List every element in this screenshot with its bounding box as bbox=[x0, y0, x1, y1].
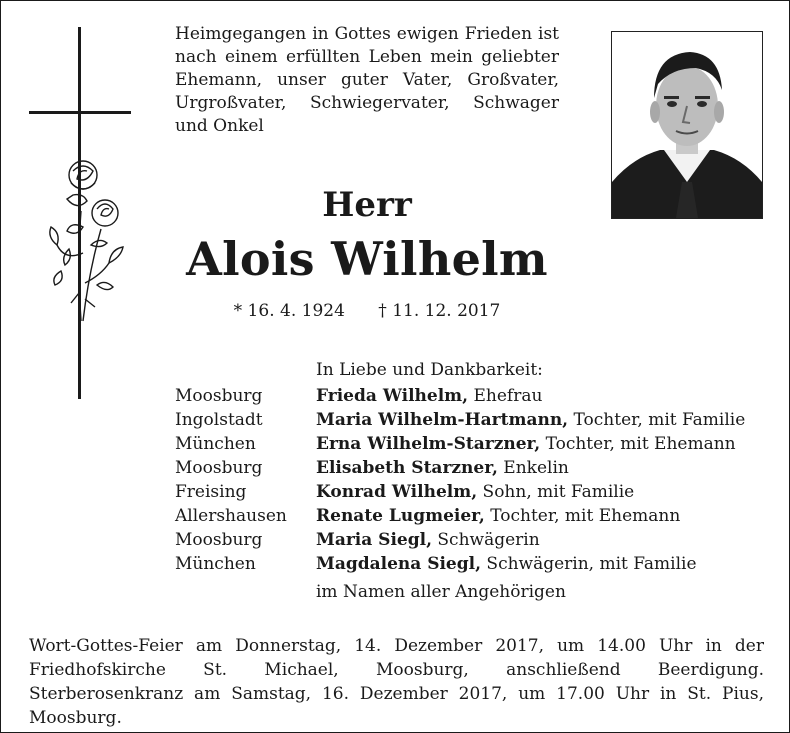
mourner-row bbox=[175, 504, 775, 528]
death-date: † 11. 12. 2017 bbox=[378, 301, 501, 321]
closing-line: im Namen aller Angehörigen bbox=[316, 582, 566, 602]
mourner-name: Renate Lugmeier, bbox=[316, 506, 485, 526]
intro-text: Heimgegangen in Gottes ewigen Frieden ist nach einem erfüllten Leben mein geliebter Ehemann, unser guter Vater, Großvater, Urgroßvater, Schwiegervater, Schwager und Onkel bbox=[175, 24, 559, 136]
mourner-place: Moosburg bbox=[175, 386, 263, 406]
mourner-name: Maria Wilhelm-Hartmann, bbox=[316, 410, 569, 430]
mourner-row bbox=[175, 408, 775, 432]
mourner-name: Konrad Wilhelm, bbox=[316, 482, 478, 502]
mourner-place: Moosburg bbox=[175, 530, 263, 550]
salutation: Herr bbox=[322, 185, 412, 225]
mourner-relation: Sohn, mit Familie bbox=[482, 482, 635, 502]
mourner-row bbox=[175, 480, 775, 504]
deceased-name: Alois Wilhelm bbox=[186, 232, 548, 286]
mourner-place: München bbox=[175, 434, 256, 454]
mourner-place: Freising bbox=[175, 482, 247, 502]
portrait-photo bbox=[611, 31, 763, 219]
mourner-row bbox=[175, 456, 775, 480]
roses-icon bbox=[43, 153, 131, 325]
mourners-list bbox=[175, 384, 775, 576]
mourner-row bbox=[175, 528, 775, 552]
mourner-relation: Ehefrau bbox=[473, 386, 543, 406]
mourner-name: Erna Wilhelm-Starzner, bbox=[316, 434, 541, 454]
mourner-relation: Tochter, mit Ehemann bbox=[545, 434, 736, 454]
mourner-name: Maria Siegl, bbox=[316, 530, 432, 550]
thanks-line: In Liebe und Dankbarkeit: bbox=[316, 360, 543, 380]
mourner-name: Frieda Wilhelm, bbox=[316, 386, 469, 406]
birth-date: * 16. 4. 1924 bbox=[233, 301, 345, 321]
mourner-relation: Enkelin bbox=[503, 458, 569, 478]
mourner-place: Ingolstadt bbox=[175, 410, 263, 430]
mourner-row bbox=[175, 552, 775, 576]
mourner-relation: Tochter, mit Familie bbox=[573, 410, 746, 430]
mourner-name: Magdalena Siegl, bbox=[316, 554, 482, 574]
life-dates bbox=[175, 299, 559, 323]
mourner-place: Moosburg bbox=[175, 458, 263, 478]
mourner-name: Elisabeth Starzner, bbox=[316, 458, 498, 478]
mourner-relation: Tochter, mit Ehemann bbox=[490, 506, 681, 526]
mourner-relation: Schwägerin bbox=[437, 530, 540, 550]
mourner-row bbox=[175, 384, 775, 408]
mourner-row bbox=[175, 432, 775, 456]
mourner-place: München bbox=[175, 554, 256, 574]
cross-bar bbox=[29, 111, 131, 114]
service-details: Wort-Gottes-Feier am Donnerstag, 14. Dezember 2017, um 14.00 Uhr in der Friedhofskirche St. Michael, Moosburg, anschließend Beerdigung. Sterberosenkranz am Samstag, 16. Dezember 2017, um 17.00 Uhr in St. Pius, Moosburg. bbox=[29, 636, 764, 728]
mourner-place: Allershausen bbox=[175, 506, 287, 526]
mourner-relation: Schwägerin, mit Familie bbox=[486, 554, 697, 574]
